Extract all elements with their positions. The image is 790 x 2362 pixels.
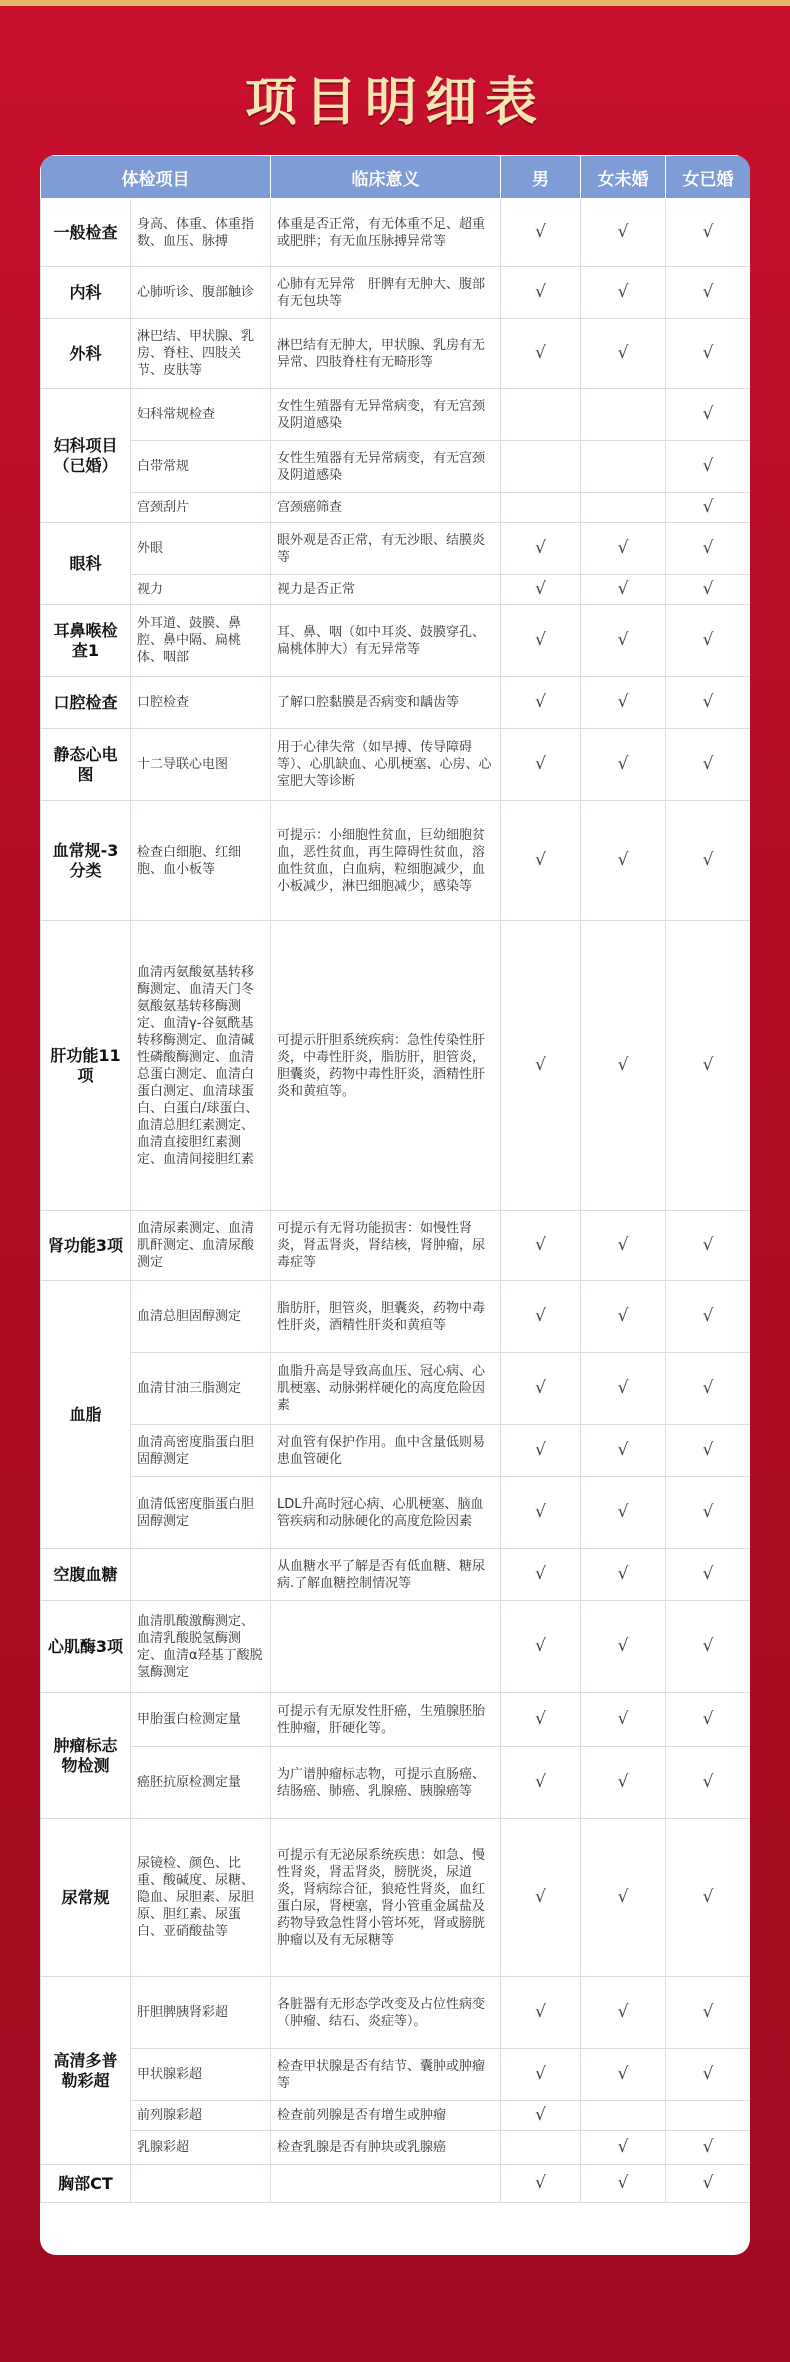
category-cell: 血脂	[41, 1281, 131, 1549]
item-cell: 前列腺彩超	[131, 2101, 271, 2131]
female-unmarried-check-cell: √	[581, 1477, 666, 1549]
female-unmarried-check-cell: √	[581, 1211, 666, 1281]
category-cell: 肝功能11项	[41, 921, 131, 1211]
table-row	[41, 199, 751, 267]
table-row	[41, 2165, 751, 2203]
item-cell: 口腔检查	[131, 677, 271, 729]
table-row	[41, 921, 751, 1211]
female-unmarried-check-cell: √	[581, 1819, 666, 1977]
meaning-cell: 为广谱肿瘤标志物，可提示直肠癌、结肠癌、肺癌、乳腺癌、胰腺癌等	[271, 1747, 501, 1819]
meaning-cell: 体重是否正常，有无体重不足、超重或肥胖；有无血压脉搏异常等	[271, 199, 501, 267]
male-check-cell: √	[501, 1747, 581, 1819]
category-cell: 一般检查	[41, 199, 131, 267]
table-row	[41, 1977, 751, 2049]
female-married-check-cell: √	[666, 605, 751, 677]
male-check-cell: √	[501, 1693, 581, 1747]
table-row	[41, 1425, 751, 1477]
meaning-cell: 可提示肝胆系统疾病：急性传染性肝炎，中毒性肝炎，脂肪肝，胆管炎，胆囊炎，药物中毒性肝炎，酒精性肝炎和黄疸等。	[271, 921, 501, 1211]
female-unmarried-check-cell: √	[581, 801, 666, 921]
female-married-check-cell: √	[666, 1693, 751, 1747]
header-clinical-meaning: 临床意义	[271, 156, 501, 199]
item-cell: 身高、体重、体重指数、血压、脉搏	[131, 199, 271, 267]
header-male: 男	[501, 156, 581, 199]
male-check-cell: √	[501, 319, 581, 389]
item-cell: 宫颈刮片	[131, 493, 271, 523]
header-female-married: 女已婚	[666, 156, 751, 199]
female-married-check-cell: √	[666, 575, 751, 605]
item-cell: 外耳道、鼓膜、鼻腔、鼻中隔、扁桃体、咽部	[131, 605, 271, 677]
female-married-check-cell: √	[666, 319, 751, 389]
item-cell: 甲状腺彩超	[131, 2049, 271, 2101]
table-row	[41, 1211, 751, 1281]
table-row	[41, 575, 751, 605]
female-married-check-cell: √	[666, 1601, 751, 1693]
meaning-cell: 心肺有无异常 肝脾有无肿大、腹部有无包块等	[271, 267, 501, 319]
category-cell: 妇科项目（已婚）	[41, 389, 131, 523]
female-unmarried-check-cell: √	[581, 729, 666, 801]
item-cell: 血清甘油三脂测定	[131, 1353, 271, 1425]
female-unmarried-check-cell	[581, 441, 666, 493]
female-unmarried-check-cell: √	[581, 267, 666, 319]
male-check-cell: √	[501, 729, 581, 801]
female-married-check-cell: √	[666, 441, 751, 493]
male-check-cell	[501, 441, 581, 493]
male-check-cell: √	[501, 801, 581, 921]
female-married-check-cell: √	[666, 729, 751, 801]
category-cell: 内科	[41, 267, 131, 319]
category-cell: 胸部CT	[41, 2165, 131, 2203]
female-married-check-cell: √	[666, 921, 751, 1211]
female-married-check-cell: √	[666, 523, 751, 575]
item-cell: 血清尿素测定、血清肌酐测定、血清尿酸测定	[131, 1211, 271, 1281]
category-cell: 口腔检查	[41, 677, 131, 729]
item-cell: 心肺听诊、腹部触诊	[131, 267, 271, 319]
female-unmarried-check-cell: √	[581, 523, 666, 575]
female-unmarried-check-cell: √	[581, 199, 666, 267]
item-cell: 尿镜检、颜色、比重、酸碱度、尿糖、隐血、尿胆素、尿胆原、胆红素、尿蛋白、亚硝酸盐等	[131, 1819, 271, 1977]
female-married-check-cell: √	[666, 493, 751, 523]
female-married-check-cell: √	[666, 1747, 751, 1819]
male-check-cell: √	[501, 1819, 581, 1977]
project-detail-table	[40, 155, 750, 2203]
male-check-cell	[501, 2131, 581, 2165]
item-cell: 癌胚抗原检测定量	[131, 1747, 271, 1819]
table-row	[41, 1601, 751, 1693]
item-cell: 血清高密度脂蛋白胆固醇测定	[131, 1425, 271, 1477]
female-unmarried-check-cell: √	[581, 1977, 666, 2049]
male-check-cell: √	[501, 1549, 581, 1601]
male-check-cell: √	[501, 677, 581, 729]
item-cell: 十二导联心电图	[131, 729, 271, 801]
meaning-cell: 可提示有无原发性肝癌，生殖腺胚胎性肿瘤，肝硬化等。	[271, 1693, 501, 1747]
female-married-check-cell: √	[666, 1977, 751, 2049]
meaning-cell: 脂肪肝，胆管炎，胆囊炎，药物中毒性肝炎，酒精性肝炎和黄疸等	[271, 1281, 501, 1353]
meaning-cell: 可提示有无泌尿系统疾患：如急、慢性肾炎，肾盂肾炎，膀胱炎，尿道炎，肾病综合征，狼疮性肾炎，血红蛋白尿，肾梗塞，肾小管重金属盐及药物导致急性肾小管坏死，肾或膀胱肿瘤以及有无尿糖等	[271, 1819, 501, 1977]
female-married-check-cell: √	[666, 1819, 751, 1977]
male-check-cell: √	[501, 1977, 581, 2049]
female-unmarried-check-cell	[581, 2101, 666, 2131]
table-row	[41, 729, 751, 801]
female-married-check-cell: √	[666, 199, 751, 267]
meaning-cell: 可提示有无肾功能损害：如慢性肾炎，肾盂肾炎，肾结核，肾肿瘤，尿毒症等	[271, 1211, 501, 1281]
meaning-cell: 视力是否正常	[271, 575, 501, 605]
table-row	[41, 389, 751, 441]
meaning-cell: 血脂升高是导致高血压、冠心病、心肌梗塞、动脉粥样硬化的高度危险因素	[271, 1353, 501, 1425]
female-unmarried-check-cell: √	[581, 1693, 666, 1747]
meaning-cell: 检查甲状腺是否有结节、囊肿或肿瘤等	[271, 2049, 501, 2101]
female-married-check-cell: √	[666, 2049, 751, 2101]
male-check-cell: √	[501, 523, 581, 575]
female-married-check-cell	[666, 2101, 751, 2131]
category-cell: 耳鼻喉检查1	[41, 605, 131, 677]
meaning-cell	[271, 1601, 501, 1693]
female-unmarried-check-cell: √	[581, 2165, 666, 2203]
item-cell: 白带常规	[131, 441, 271, 493]
item-cell: 血清低密度脂蛋白胆固醇测定	[131, 1477, 271, 1549]
female-unmarried-check-cell: √	[581, 1601, 666, 1693]
male-check-cell: √	[501, 921, 581, 1211]
table-row	[41, 523, 751, 575]
male-check-cell: √	[501, 1477, 581, 1549]
table-row	[41, 801, 751, 921]
meaning-cell: LDL升高时冠心病、心肌梗塞、脑血管疾病和动脉硬化的高度危险因素	[271, 1477, 501, 1549]
table-row	[41, 1281, 751, 1353]
meaning-cell: 检查前列腺是否有增生或肿瘤	[271, 2101, 501, 2131]
item-cell: 甲胎蛋白检测定量	[131, 1693, 271, 1747]
male-check-cell	[501, 493, 581, 523]
table-row	[41, 493, 751, 523]
category-cell: 空腹血糖	[41, 1549, 131, 1601]
meaning-cell: 眼外观是否正常，有无沙眼、结膜炎等	[271, 523, 501, 575]
female-unmarried-check-cell: √	[581, 1549, 666, 1601]
table-row	[41, 441, 751, 493]
female-unmarried-check-cell: √	[581, 1281, 666, 1353]
category-cell: 血常规-3分类	[41, 801, 131, 921]
category-cell: 肿瘤标志物检测	[41, 1693, 131, 1819]
female-unmarried-check-cell: √	[581, 2131, 666, 2165]
item-cell: 淋巴结、甲状腺、乳房、脊柱、四肢关节、皮肤等	[131, 319, 271, 389]
meaning-cell	[271, 2165, 501, 2203]
item-cell	[131, 1549, 271, 1601]
item-cell: 视力	[131, 575, 271, 605]
meaning-cell: 各脏器有无形态学改变及占位性病变（肿瘤、结石、炎症等）。	[271, 1977, 501, 2049]
item-cell: 肝胆脾胰肾彩超	[131, 1977, 271, 2049]
male-check-cell: √	[501, 1601, 581, 1693]
top-gold-line	[0, 0, 790, 6]
male-check-cell: √	[501, 267, 581, 319]
item-cell: 血清丙氨酸氨基转移酶测定、血清天门冬氨酸氨基转移酶测定、血清γ-谷氨酰基转移酶测定、血清碱性磷酸酶测定、血清总蛋白测定、血清白蛋白测定、血清球蛋白、白蛋白/球蛋白、血清总胆红素测定、血清直接胆红素测定、血清间接胆红素	[131, 921, 271, 1211]
female-unmarried-check-cell: √	[581, 1747, 666, 1819]
male-check-cell: √	[501, 605, 581, 677]
table-row	[41, 2049, 751, 2101]
category-cell: 高清多普勒彩超	[41, 1977, 131, 2165]
table-row	[41, 2101, 751, 2131]
category-cell: 心肌酶3项	[41, 1601, 131, 1693]
item-cell: 检查白细胞、红细胞、血小板等	[131, 801, 271, 921]
female-unmarried-check-cell: √	[581, 677, 666, 729]
table-row	[41, 267, 751, 319]
category-cell: 肾功能3项	[41, 1211, 131, 1281]
meaning-cell: 检查乳腺是否有肿块或乳腺癌	[271, 2131, 501, 2165]
female-married-check-cell: √	[666, 1549, 751, 1601]
female-married-check-cell: √	[666, 389, 751, 441]
male-check-cell: √	[501, 2101, 581, 2131]
page-title: 项目明细表	[244, 73, 545, 133]
female-married-check-cell: √	[666, 1281, 751, 1353]
table-row	[41, 319, 751, 389]
male-check-cell: √	[501, 2049, 581, 2101]
female-unmarried-check-cell	[581, 493, 666, 523]
male-check-cell: √	[501, 199, 581, 267]
item-cell: 外眼	[131, 523, 271, 575]
table-header-row	[41, 156, 751, 199]
item-cell: 血清肌酸激酶测定、血清乳酸脱氢酶测定、血清α羟基丁酸脱氢酶测定	[131, 1601, 271, 1693]
male-check-cell: √	[501, 2165, 581, 2203]
category-cell: 静态心电图	[41, 729, 131, 801]
female-unmarried-check-cell: √	[581, 1425, 666, 1477]
female-married-check-cell: √	[666, 1425, 751, 1477]
female-unmarried-check-cell: √	[581, 605, 666, 677]
meaning-cell: 从血糖水平了解是否有低血糖、糖尿病.了解血糖控制情况等	[271, 1549, 501, 1601]
table-row	[41, 605, 751, 677]
female-married-check-cell: √	[666, 801, 751, 921]
item-cell: 血清总胆固醇测定	[131, 1281, 271, 1353]
table-row	[41, 677, 751, 729]
meaning-cell: 女性生殖器有无异常病变，有无宫颈及阴道感染	[271, 389, 501, 441]
project-table-card	[40, 155, 750, 2255]
meaning-cell: 宫颈癌筛查	[271, 493, 501, 523]
header-female-unmarried: 女未婚	[581, 156, 666, 199]
item-cell: 乳腺彩超	[131, 2131, 271, 2165]
category-cell: 尿常规	[41, 1819, 131, 1977]
male-check-cell: √	[501, 1211, 581, 1281]
meaning-cell: 女性生殖器有无异常病变，有无宫颈及阴道感染	[271, 441, 501, 493]
meaning-cell: 用于心律失常（如早搏、传导障碍等）、心肌缺血、心肌梗塞、心房、心室肥大等诊断	[271, 729, 501, 801]
table-row	[41, 1549, 751, 1601]
female-married-check-cell: √	[666, 1353, 751, 1425]
meaning-cell: 淋巴结有无肿大，甲状腺、乳房有无异常、四肢脊柱有无畸形等	[271, 319, 501, 389]
meaning-cell: 对血管有保护作用。血中含量低则易患血管硬化	[271, 1425, 501, 1477]
item-cell: 妇科常规检查	[131, 389, 271, 441]
male-check-cell	[501, 389, 581, 441]
male-check-cell: √	[501, 1425, 581, 1477]
category-cell: 眼科	[41, 523, 131, 605]
female-unmarried-check-cell: √	[581, 575, 666, 605]
table-row	[41, 1353, 751, 1425]
female-unmarried-check-cell	[581, 389, 666, 441]
female-married-check-cell: √	[666, 2131, 751, 2165]
male-check-cell: √	[501, 1353, 581, 1425]
table-row	[41, 1693, 751, 1747]
table-row	[41, 1747, 751, 1819]
male-check-cell: √	[501, 575, 581, 605]
female-married-check-cell: √	[666, 1477, 751, 1549]
female-married-check-cell: √	[666, 677, 751, 729]
female-unmarried-check-cell: √	[581, 921, 666, 1211]
female-unmarried-check-cell: √	[581, 2049, 666, 2101]
female-married-check-cell: √	[666, 267, 751, 319]
table-row	[41, 2131, 751, 2165]
item-cell	[131, 2165, 271, 2203]
male-check-cell: √	[501, 1281, 581, 1353]
table-row	[41, 1819, 751, 1977]
category-cell: 外科	[41, 319, 131, 389]
female-married-check-cell: √	[666, 1211, 751, 1281]
table-body	[41, 199, 751, 2203]
meaning-cell: 可提示：小细胞性贫血，巨幼细胞贫血，恶性贫血，再生障碍性贫血，溶血性贫血，白血病，粒细胞减少，血小板减少，淋巴细胞减少，感染等	[271, 801, 501, 921]
meaning-cell: 了解口腔黏膜是否病变和龋齿等	[271, 677, 501, 729]
female-unmarried-check-cell: √	[581, 1353, 666, 1425]
female-married-check-cell: √	[666, 2165, 751, 2203]
meaning-cell: 耳、鼻、咽（如中耳炎、鼓膜穿孔、扁桃体肿大）有无异常等	[271, 605, 501, 677]
table-row	[41, 1477, 751, 1549]
female-unmarried-check-cell: √	[581, 319, 666, 389]
header-exam-item: 体检项目	[41, 156, 271, 199]
